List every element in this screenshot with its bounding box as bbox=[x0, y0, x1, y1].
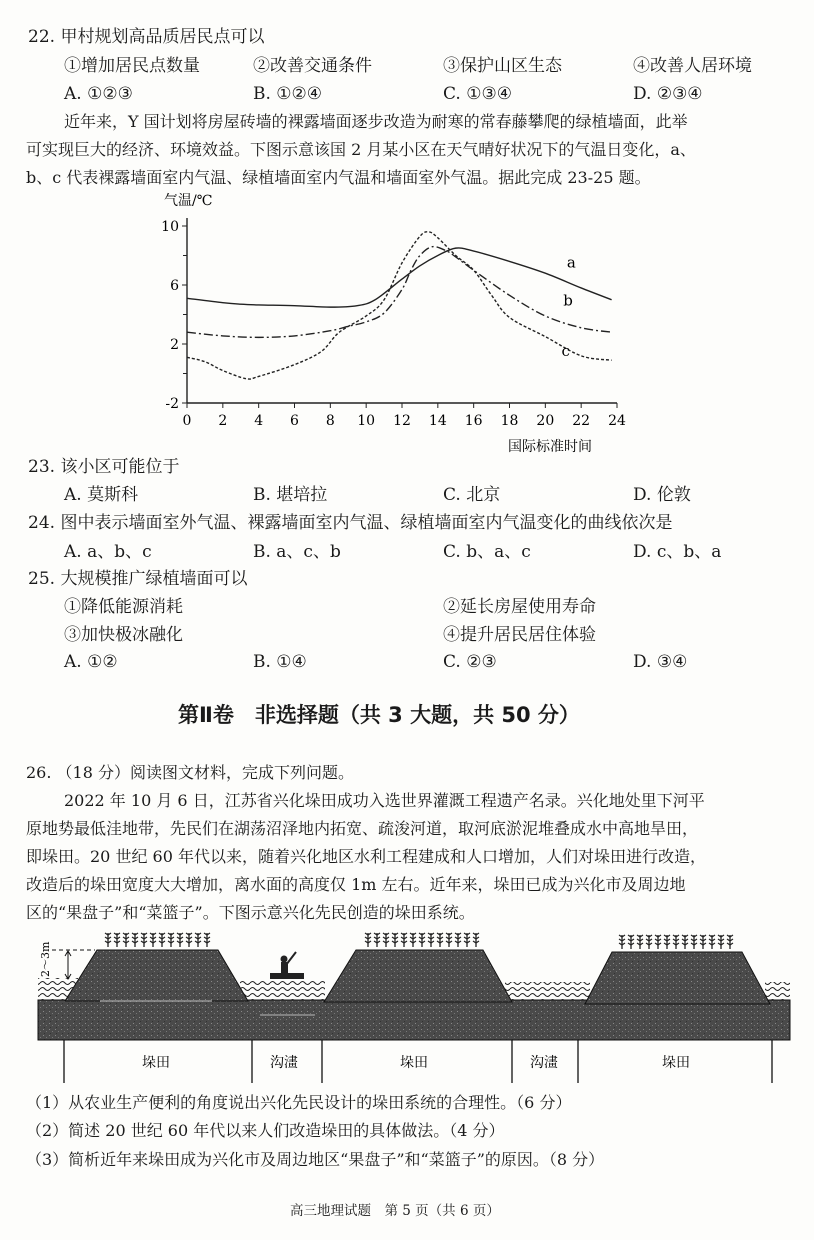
crop-icon bbox=[655, 935, 661, 949]
q22-option-a: A. ①②③ bbox=[64, 84, 133, 104]
curve-c bbox=[187, 232, 612, 379]
q23-option-b: B. 堪培拉 bbox=[253, 485, 328, 505]
passage1-line: 近年来，Y 国计划将房屋砖墙的裸露墙面逐步改造为耐寒的常春藤攀爬的绿植墙面，此举 bbox=[64, 112, 688, 131]
q26-subquestion-3: （3）简析近年来垛田成为兴化市及周边地区“果盘子”和“菜篮子”的原因。（8 分） bbox=[26, 1150, 605, 1169]
y-tick-label: -2 bbox=[165, 396, 179, 412]
q24-option-c: C. b、a、c bbox=[443, 542, 531, 562]
q26-passage-line: 区的“果盘子”和“菜篮子”。下图示意兴化先民创造的垛田系统。 bbox=[26, 903, 475, 922]
x-tick-label: 6 bbox=[290, 413, 299, 429]
x-tick-label: 14 bbox=[428, 413, 447, 429]
q26-passage-line: 即垛田。20 世纪 60 年代以来，随着兴化地区水利工程建成和人口增加，人们对垛田进行改造， bbox=[26, 847, 706, 866]
q25-option-c: C. ②③ bbox=[443, 652, 497, 672]
crop-icon bbox=[637, 935, 643, 949]
crop-icon bbox=[718, 935, 724, 949]
crop-icon bbox=[455, 933, 461, 947]
crop-icon bbox=[709, 935, 715, 949]
q22-item: ①增加居民点数量 bbox=[64, 56, 200, 76]
segment-label-gouxu: 沟澅 bbox=[270, 1055, 298, 1071]
x-axis-label: 国际标准时间 bbox=[508, 439, 592, 455]
y-axis-label: 气温/℃ bbox=[164, 193, 213, 209]
x-tick-label: 16 bbox=[464, 413, 483, 429]
crop-icon bbox=[628, 935, 634, 949]
crop-icon bbox=[401, 933, 407, 947]
q25-item: ①降低能源消耗 bbox=[64, 597, 183, 617]
q26-passage-line: 原地势最低洼地带，先民们在湖荡沼泽地内拓宽、疏浚河道，取河底淤泥堆叠成水中高地旱田， bbox=[26, 819, 699, 838]
q26-passage-line: 改造后的垛田宽度大大增加，离水面的高度仅 1m 左右。近年来，垛田已成为兴化市及周边地 bbox=[26, 875, 686, 894]
boatman-icon bbox=[270, 952, 304, 979]
q26-subquestion-2: （2）简述 20 世纪 60 年代以来人们改造垛田的具体做法。（4 分） bbox=[26, 1121, 505, 1140]
q25-stem: 25. 大规模推广绿植墙面可以 bbox=[28, 569, 248, 589]
section-title: 第Ⅱ卷 非选择题（共 3 大题，共 50 分） bbox=[178, 703, 580, 727]
q22-option-c: C. ①③④ bbox=[443, 84, 512, 104]
crop-icon bbox=[691, 935, 697, 949]
passage1-line: b、c 代表裸露墙面室内气温、绿植墙面室内气温和墙面室外气温。据此完成 23-25 题。 bbox=[26, 168, 651, 187]
q25-option-b: B. ①④ bbox=[253, 652, 307, 672]
crop-icon bbox=[365, 933, 371, 947]
crop-icon bbox=[619, 935, 625, 949]
crop-icon bbox=[123, 933, 129, 947]
x-tick-label: 10 bbox=[357, 413, 376, 429]
q26-passage-line: 2022 年 10 月 6 日，江苏省兴化垛田成功入选世界灌溉工程遗产名录。兴化地处里下河平 bbox=[64, 791, 705, 810]
duotian-diagram bbox=[0, 920, 814, 1090]
crop-icon bbox=[446, 933, 452, 947]
duotian-mound bbox=[65, 950, 248, 1001]
crop-icon bbox=[105, 933, 111, 947]
x-tick-label: 12 bbox=[393, 413, 411, 429]
crop-icon bbox=[419, 933, 425, 947]
q24-option-b: B. a、c、b bbox=[253, 542, 341, 562]
q22-item: ③保护山区生态 bbox=[443, 56, 562, 76]
crop-icon bbox=[428, 933, 434, 947]
q23-option-c: C. 北京 bbox=[443, 485, 501, 505]
crop-icon bbox=[727, 935, 733, 949]
q22-option-d: D. ②③④ bbox=[633, 84, 703, 104]
crop-icon bbox=[186, 933, 192, 947]
q23-option-d: D. 伦敦 bbox=[633, 485, 691, 505]
q22-stem: 22. 甲村规划高品质居民点可以 bbox=[28, 27, 265, 47]
curve-label-c: c bbox=[561, 341, 570, 360]
y-tick-label: 10 bbox=[161, 219, 179, 235]
x-tick-label: 18 bbox=[500, 413, 519, 429]
crop-icon bbox=[168, 933, 174, 947]
crop-icon bbox=[392, 933, 398, 947]
segment-label-duotian: 垛田 bbox=[400, 1055, 428, 1071]
crop-icon bbox=[473, 933, 479, 947]
y-tick-label: 2 bbox=[170, 337, 179, 353]
crop-icon bbox=[141, 933, 147, 947]
x-tick-label: 4 bbox=[254, 413, 264, 429]
segment-label-duotian: 垛田 bbox=[662, 1055, 690, 1071]
q22-item: ④改善人居环境 bbox=[633, 56, 752, 76]
x-tick-label: 8 bbox=[325, 413, 335, 429]
q25-item: ③加快极冰融化 bbox=[64, 625, 183, 645]
crops bbox=[105, 933, 733, 949]
temperature-line-chart bbox=[140, 185, 660, 460]
crop-icon bbox=[204, 933, 210, 947]
x-tick-label: 0 bbox=[182, 413, 192, 429]
y-tick-label: 6 bbox=[170, 278, 179, 294]
x-tick-label: 24 bbox=[608, 413, 626, 429]
q24-option-a: A. a、b、c bbox=[64, 542, 152, 562]
crop-icon bbox=[374, 933, 380, 947]
q25-item: ②延长房屋使用寿命 bbox=[443, 597, 596, 617]
q25-option-d: D. ③④ bbox=[633, 652, 688, 672]
crop-icon bbox=[114, 933, 120, 947]
q23-stem: 23. 该小区可能位于 bbox=[28, 457, 180, 477]
q22-option-b: B. ①②④ bbox=[253, 84, 323, 104]
q22-item: ②改善交通条件 bbox=[253, 56, 372, 76]
soil-base bbox=[38, 1000, 790, 1040]
crop-icon bbox=[410, 933, 416, 947]
crop-icon bbox=[177, 933, 183, 947]
crop-icon bbox=[383, 933, 389, 947]
curve-label-b: b bbox=[563, 291, 573, 310]
crop-icon bbox=[150, 933, 156, 947]
crop-icon bbox=[646, 935, 652, 949]
x-tick-label: 2 bbox=[218, 413, 228, 429]
duotian-mound bbox=[324, 950, 512, 1002]
q26-stem: 26. （18 分）阅读图文材料，完成下列问题。 bbox=[26, 763, 354, 782]
q24-stem: 24. 图中表示墙面室外气温、裸露墙面室内气温、绿植墙面室内气温变化的曲线依次是 bbox=[28, 513, 673, 533]
crop-icon bbox=[664, 935, 670, 949]
crop-icon bbox=[132, 933, 138, 947]
page-footer: 高三地理试题 第 5 页（共 6 页） bbox=[290, 1203, 500, 1219]
crop-icon bbox=[437, 933, 443, 947]
q24-option-d: D. c、b、a bbox=[633, 542, 722, 562]
crop-icon bbox=[464, 933, 470, 947]
segment-label-gouxu: 沟澅 bbox=[530, 1055, 558, 1071]
curve-a bbox=[187, 248, 612, 307]
segment-label-duotian: 垛田 bbox=[142, 1055, 170, 1071]
passage1-line: 可实现巨大的经济、环境效益。下图示意该国 2 月某小区在天气晴好状况下的气温日变化，a、 bbox=[26, 140, 696, 159]
crop-icon bbox=[195, 933, 201, 947]
q25-option-a: A. ①② bbox=[64, 652, 118, 672]
height-label: 2～3m bbox=[39, 941, 52, 977]
crop-icon bbox=[700, 935, 706, 949]
q26-subquestion-1: （1）从农业生产便利的角度说出兴化先民设计的垛田系统的合理性。（6 分） bbox=[26, 1093, 572, 1112]
crop-icon bbox=[159, 933, 165, 947]
duotian-mound bbox=[585, 952, 770, 1004]
curve-b bbox=[187, 247, 612, 338]
q25-item: ④提升居民居住体验 bbox=[443, 625, 596, 645]
crop-icon bbox=[682, 935, 688, 949]
crop-icon bbox=[673, 935, 679, 949]
x-tick-label: 22 bbox=[572, 413, 591, 429]
curve-label-a: a bbox=[566, 253, 576, 272]
x-tick-label: 20 bbox=[536, 413, 555, 429]
q23-option-a: A. 莫斯科 bbox=[64, 485, 139, 505]
